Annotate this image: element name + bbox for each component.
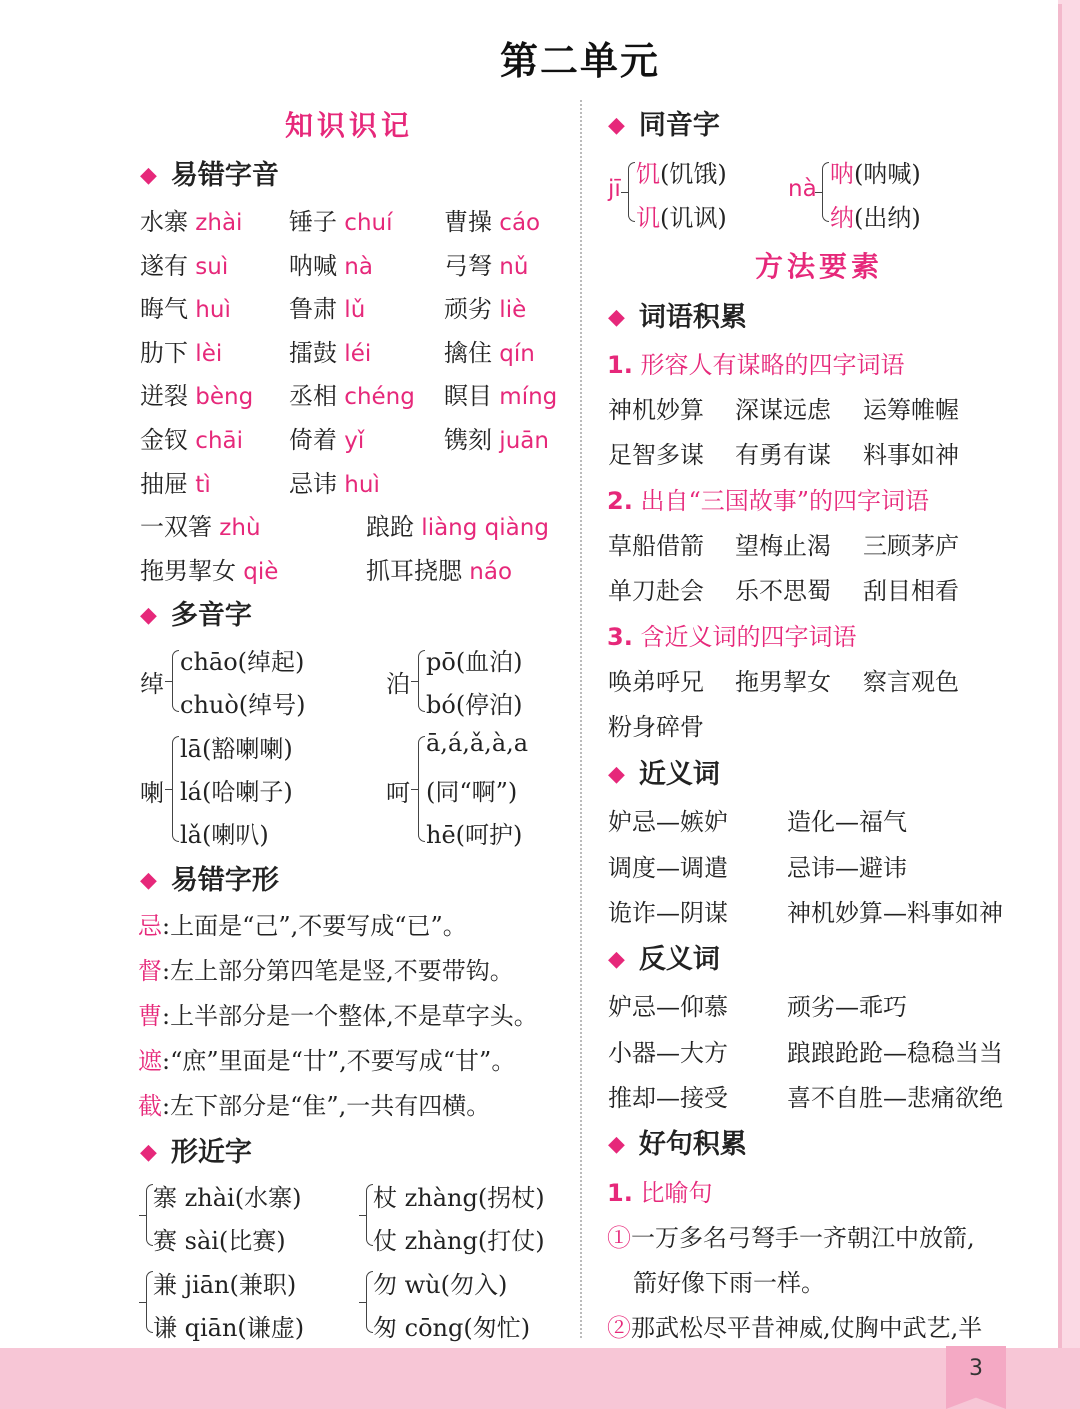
diamond-icon: ◆ [608, 113, 625, 138]
pron-item: 擂鼓 léi [289, 338, 372, 367]
ciyu-item: 有勇有谋 [735, 441, 831, 469]
duoyin-item: hē(呵护) [426, 821, 523, 849]
ciyu-item: 察言观色 [863, 668, 959, 696]
brace [146, 1271, 153, 1333]
xingjin-item: 兼 jiān(兼职) [153, 1271, 297, 1299]
duoyin-item: lǎ(喇叭) [180, 821, 269, 849]
duoyin-item: lā(豁喇喇) [180, 735, 293, 763]
bottom-band [0, 1348, 1080, 1409]
column-divider [580, 100, 582, 1338]
pron-item: 踉跄 liàng qiàng [366, 513, 549, 541]
sentence-2a: ②那武松尽平昔神威,仗胸中武艺,半 [607, 1314, 983, 1342]
ciyu-item: 单刀赴会 [608, 577, 704, 605]
duoyin-item: bó(停泊) [426, 691, 523, 719]
heading-xingjinzi: ◆ 形近字 [140, 1137, 252, 1168]
ciyu-item: 神机妙算 [608, 396, 704, 424]
ciyu-item: 料事如神 [863, 441, 959, 469]
brace [172, 650, 179, 712]
ciyu-item: 足智多谋 [608, 441, 704, 469]
pron-item: 金钗 chāi [140, 426, 244, 454]
pron-item: 拖男挈女 qiè [140, 557, 279, 585]
section-title-zhishi: 知识识记 [285, 109, 414, 142]
tongyin-pinyin: nà [788, 176, 817, 202]
pron-item: 遂有 suì [140, 251, 229, 280]
pron-item: 水寨 zhài [140, 208, 243, 236]
ciyu-item: 乐不思蜀 [735, 577, 831, 605]
diamond-icon: ◆ [608, 1132, 625, 1157]
word-pair: 调度—调遣 [608, 853, 728, 882]
duoyin-char: 泊 [386, 670, 410, 698]
subheading-2: 2. 出自“三国故事”的四字词语 [607, 487, 930, 515]
tongyin-pinyin: jī [608, 176, 621, 202]
tongyin-item: 饥(饥饿) [636, 160, 727, 188]
pron-item: 抽屉 tì [140, 469, 211, 498]
ciyu-item: 三顾茅庐 [863, 532, 959, 560]
brace [146, 1184, 153, 1246]
xingjin-item: 谦 qiān(谦虚) [153, 1314, 305, 1342]
tongyin-item: 呐(呐喊) [830, 160, 921, 188]
word-pair: 喜不自胜—悲痛欲绝 [787, 1084, 1003, 1112]
duoyin-char: 呵 [386, 779, 410, 807]
ciyu-item: 拖男挈女 [735, 668, 831, 696]
heading-haoju-jilei: ◆ 好句积累 [608, 1129, 747, 1160]
page-title: 第二单元 [499, 38, 660, 83]
duoyin-item: pō(血泊) [426, 648, 523, 676]
heading-tongyinzi: ◆ 同音字 [608, 110, 720, 141]
heading-yicuo-ziyin: ◆ 易错字音 [140, 160, 279, 191]
brace [628, 162, 635, 222]
brace [822, 162, 829, 222]
word-pair: 忌讳—避讳 [787, 853, 907, 882]
ciyu-item: 深谋远虑 [735, 396, 831, 424]
duoyin-char: 绰 [140, 670, 164, 698]
xingjin-item: 赛 sài(比赛) [153, 1227, 286, 1255]
pron-item: 倚着 yǐ [289, 426, 365, 454]
duoyin-item: chuò(绰号) [180, 691, 306, 719]
pron-item: 呐喊 nà [289, 251, 373, 280]
pron-item: 顽劣 liè [444, 295, 527, 324]
ciyu-item: 刮目相看 [863, 577, 959, 605]
word-pair: 诡诈—阴谋 [608, 899, 728, 927]
diamond-icon: ◆ [140, 1140, 157, 1165]
ciyu-item: 唤弟呼兄 [608, 668, 704, 696]
duoyin-item: ā,á,ǎ,à,a [426, 729, 529, 757]
sentence-1b: 箭好像下雨一样。 [633, 1269, 825, 1297]
pron-item: 晦气 huì [140, 295, 231, 324]
page-number: 3 [969, 1356, 983, 1381]
zixing-row: 截:左下部分是“隹”,一共有四横。 [138, 1092, 491, 1120]
duoyin-char: 喇 [140, 779, 164, 807]
pron-item: 锤子 chuí [289, 208, 393, 236]
brace [418, 736, 425, 842]
pron-item: 一双箸 zhù [140, 513, 261, 541]
pron-item: 鲁肃 lǔ [289, 295, 366, 324]
word-pair: 踉踉跄跄—稳稳当当 [787, 1038, 1003, 1067]
subheading-3: 3. 含近义词的四字词语 [607, 623, 857, 651]
heading-jinyici: ◆ 近义词 [608, 759, 720, 790]
duoyin-item: lá(哈喇子) [180, 778, 293, 806]
word-pair: 妒忌—仰慕 [608, 993, 728, 1021]
zixing-row: 忌:上面是“己”,不要写成“已”。 [138, 912, 467, 940]
word-pair: 造化—福气 [787, 808, 907, 836]
diamond-icon: ◆ [608, 762, 625, 787]
diamond-icon: ◆ [140, 603, 157, 628]
sentence-1a: ①一万多名弓弩手一齐朝江中放箭, [607, 1224, 975, 1252]
ciyu-item: 粉身碎骨 [608, 713, 704, 741]
word-pair: 神机妙算—料事如神 [787, 899, 1003, 927]
pron-item: 忌讳 huì [289, 469, 380, 498]
xingjin-item: 匆 cōng(匆忙) [373, 1314, 531, 1342]
word-pair: 推却—接受 [608, 1084, 728, 1112]
brace [418, 650, 425, 712]
pron-item: 弓弩 nǔ [444, 251, 529, 280]
xingjin-item: 勿 wù(勿入) [373, 1271, 508, 1299]
xingjin-item: 仗 zhàng(打仗) [373, 1227, 545, 1255]
brace [366, 1271, 373, 1333]
ciyu-item: 望梅止渴 [735, 532, 831, 560]
diamond-icon: ◆ [140, 868, 157, 893]
subheading-1: 1. 形容人有谋略的四字词语 [607, 351, 905, 379]
pron-item: 曹操 cáo [444, 208, 541, 236]
tongyin-item: 讥(讥讽) [636, 204, 727, 232]
duoyin-item: (同“啊”) [426, 778, 518, 806]
brace [366, 1184, 373, 1246]
zixing-row: 督:左上部分第四笔是竖,不要带钩。 [138, 957, 514, 985]
heading-duoyinzi: ◆ 多音字 [140, 600, 252, 631]
pron-item: 迸裂 bèng [140, 382, 254, 411]
heading-ciyu-jilei: ◆ 词语积累 [608, 302, 747, 333]
pron-item: 抓耳挠腮 náo [366, 557, 513, 585]
diamond-icon: ◆ [608, 947, 625, 972]
xingjin-item: 杖 zhàng(拐杖) [373, 1184, 545, 1212]
ciyu-item: 草船借箭 [608, 532, 704, 560]
zixing-row: 曹:上半部分是一个整体,不是草字头。 [138, 1002, 538, 1030]
brace [172, 736, 179, 842]
tongyin-item: 纳(出纳) [830, 204, 921, 232]
word-pair: 妒忌—嫉妒 [608, 808, 728, 836]
duoyin-item: chāo(绰起) [180, 648, 305, 676]
zixing-row: 遮:“庶”里面是“廿”,不要写成“甘”。 [138, 1047, 516, 1075]
pron-item: 肋下 lèi [140, 338, 223, 367]
pron-item: 镌刻 juān [444, 426, 549, 454]
xingjin-item: 寨 zhài(水寨) [153, 1184, 302, 1212]
pron-item: 擒住 qín [444, 338, 535, 367]
word-pair: 小器—大方 [608, 1038, 728, 1067]
pron-item: 丞相 chéng [289, 382, 415, 411]
ciyu-item: 运筹帷幄 [863, 396, 959, 424]
pron-item: 瞑目 míng [444, 382, 558, 411]
diamond-icon: ◆ [140, 163, 157, 188]
section-title-fangfa: 方法要素 [755, 250, 884, 283]
heading-yicuo-zixing: ◆ 易错字形 [140, 865, 279, 896]
diamond-icon: ◆ [608, 305, 625, 330]
word-pair: 顽劣—乖巧 [787, 993, 907, 1021]
subheading-4: 1. 比喻句 [607, 1179, 713, 1207]
heading-fanyici: ◆ 反义词 [608, 944, 720, 975]
